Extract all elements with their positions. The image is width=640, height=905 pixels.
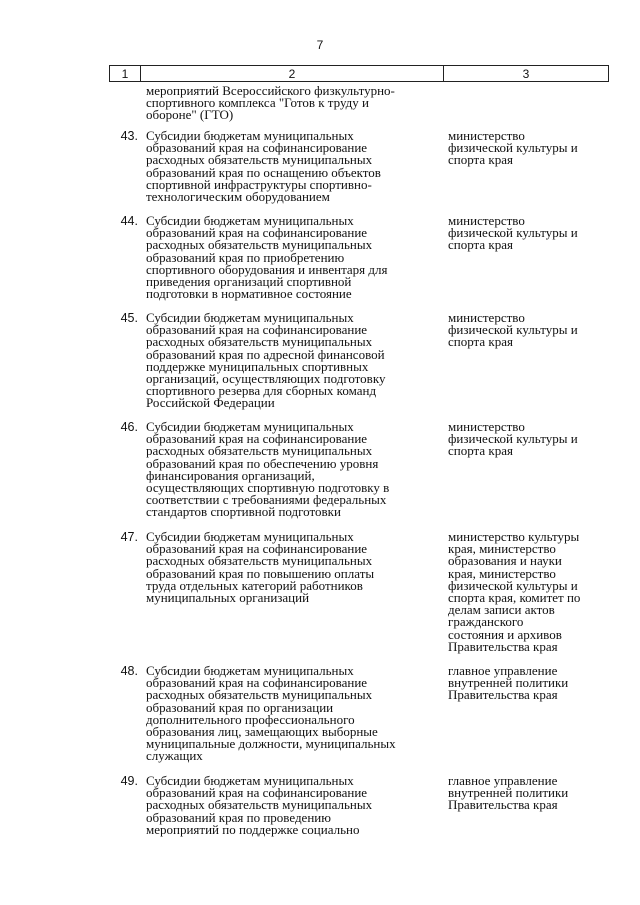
row-responsible: главное управление внутренней политики Правительства края [448, 773, 569, 813]
row-description: Субсидии бюджетам муниципальных образований края на софинансирование расходных обязательств муниципальных образований края по адресной финансовой поддержке муниципальных спортивных организаций, осуществляющих подготовку спортивного резерва для сборных команд Российской Федерации [146, 310, 386, 411]
row-description: Субсидии бюджетам муниципальных образований края на софинансирование расходных обязательств муниципальных образований края по оснащению объектов спортивной инфраструктуры спортивно- технологическим оборудованием [146, 128, 381, 205]
header-col-1: 1 [110, 66, 141, 81]
row-responsible: министерство культуры края, министерство образования и науки края, министерство физической культуры и спорта края, комитет по делам записи актов гражданского состояния и архивов Правительства края [448, 529, 581, 654]
row-number: 46. [120, 420, 138, 434]
row-responsible: министерство физической культуры и спорта края [448, 419, 578, 459]
header-col-3: 3 [522, 66, 530, 81]
row-description: Субсидии бюджетам муниципальных образований края на софинансирование расходных обязательств муниципальных образований края по обеспечению уровня финансирования организаций, осуществляющих спортивную подготовку в соответствии с требованиями федеральных стандартов спортивной подготовки [146, 419, 390, 520]
continuation-text: мероприятий Всероссийского физкультурно- спортивного комплекса "Готов к труду и обороне" (ГТО) [146, 83, 395, 123]
row-responsible: министерство физической культуры и спорта края [448, 128, 578, 168]
row-responsible: главное управление внутренней политики Правительства края [448, 663, 569, 703]
row-number: 47. [120, 530, 138, 544]
table-header [109, 65, 609, 82]
row-number: 43. [120, 129, 138, 143]
row-number: 44. [120, 214, 138, 228]
row-number: 45. [120, 311, 138, 325]
row-description: Субсидии бюджетам муниципальных образований края на софинансирование расходных обязательств муниципальных образований края по приобретению спортивного оборудования и инвентаря для приведения организаций спортивной подготовки в нормативное состояние [146, 213, 388, 302]
row-description: Субсидии бюджетам муниципальных образований края на софинансирование расходных обязательств муниципальных образований края по организации дополнительного профессионального образования лиц, замещающих выборные муниципальные должности, муниципальных служащих [146, 663, 396, 764]
row-number: 49. [120, 774, 138, 788]
header-col-2: 2 [141, 66, 444, 81]
row-description: Субсидии бюджетам муниципальных образований края на софинансирование расходных обязательств муниципальных образований края по повышению оплаты труда отдельных категорий работников муниципальных организаций [146, 529, 375, 606]
row-number: 48. [120, 664, 138, 678]
page-number: 7 [316, 38, 324, 52]
row-description: Субсидии бюджетам муниципальных образований края на софинансирование расходных обязательств муниципальных образований края по проведению мероприятий по поддержке социально [146, 773, 373, 837]
row-responsible: министерство физической культуры и спорта края [448, 310, 578, 350]
row-responsible: министерство физической культуры и спорта края [448, 213, 578, 253]
